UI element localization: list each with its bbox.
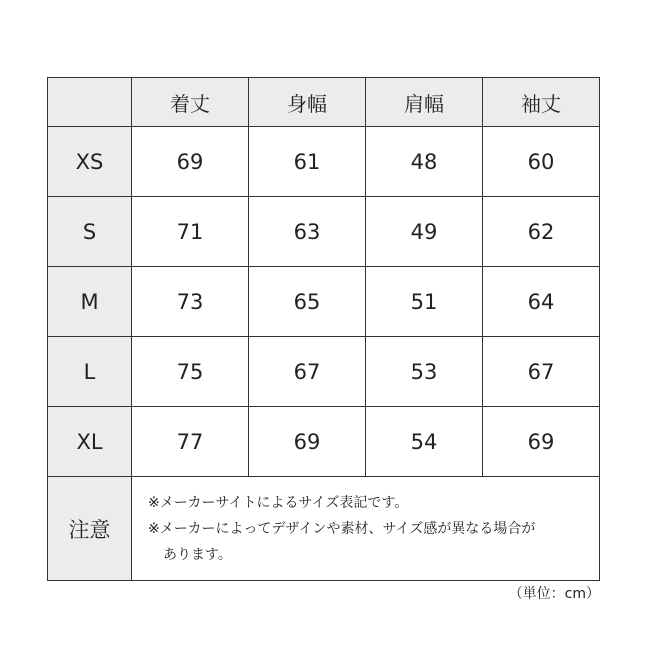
size-label: XL (48, 407, 132, 477)
shoulder-width-value: 48 (366, 127, 483, 197)
table-row (48, 267, 600, 337)
note-content (132, 477, 600, 581)
note-line: ※メーカーサイトによるサイズ表記です。 (148, 494, 409, 511)
header-shoulder-width: 肩幅 (366, 78, 483, 127)
length-value: 75 (132, 337, 249, 407)
table-row (48, 127, 600, 197)
length-value: 71 (132, 197, 249, 267)
note-row (48, 477, 600, 581)
sleeve-length-value: 62 (483, 197, 600, 267)
note-line: あります。 (163, 546, 232, 563)
size-chart-table (47, 77, 600, 581)
body-width-value: 69 (249, 407, 366, 477)
header-row (48, 78, 600, 127)
header-corner-cell (48, 78, 132, 127)
table-row (48, 407, 600, 477)
note-label: 注意 (48, 477, 132, 581)
header-length: 着丈 (132, 78, 249, 127)
table-row (48, 337, 600, 407)
sleeve-length-value: 64 (483, 267, 600, 337)
size-label: XS (48, 127, 132, 197)
length-value: 69 (132, 127, 249, 197)
sleeve-length-value: 69 (483, 407, 600, 477)
shoulder-width-value: 53 (366, 337, 483, 407)
size-label: S (48, 197, 132, 267)
header-sleeve-length: 袖丈 (483, 78, 600, 127)
shoulder-width-value: 49 (366, 197, 483, 267)
table-row (48, 197, 600, 267)
note-line: ※メーカーによってデザインや素材、サイズ感が異なる場合が (148, 520, 536, 537)
body-width-value: 63 (249, 197, 366, 267)
length-value: 73 (132, 267, 249, 337)
body-width-value: 67 (249, 337, 366, 407)
sleeve-length-value: 67 (483, 337, 600, 407)
body-width-value: 61 (249, 127, 366, 197)
header-body-width: 身幅 (249, 78, 366, 127)
sleeve-length-value: 60 (483, 127, 600, 197)
size-label: M (48, 267, 132, 337)
unit-label: （単位：cm） (508, 586, 600, 602)
length-value: 77 (132, 407, 249, 477)
size-label: L (48, 337, 132, 407)
shoulder-width-value: 51 (366, 267, 483, 337)
body-width-value: 65 (249, 267, 366, 337)
shoulder-width-value: 54 (366, 407, 483, 477)
